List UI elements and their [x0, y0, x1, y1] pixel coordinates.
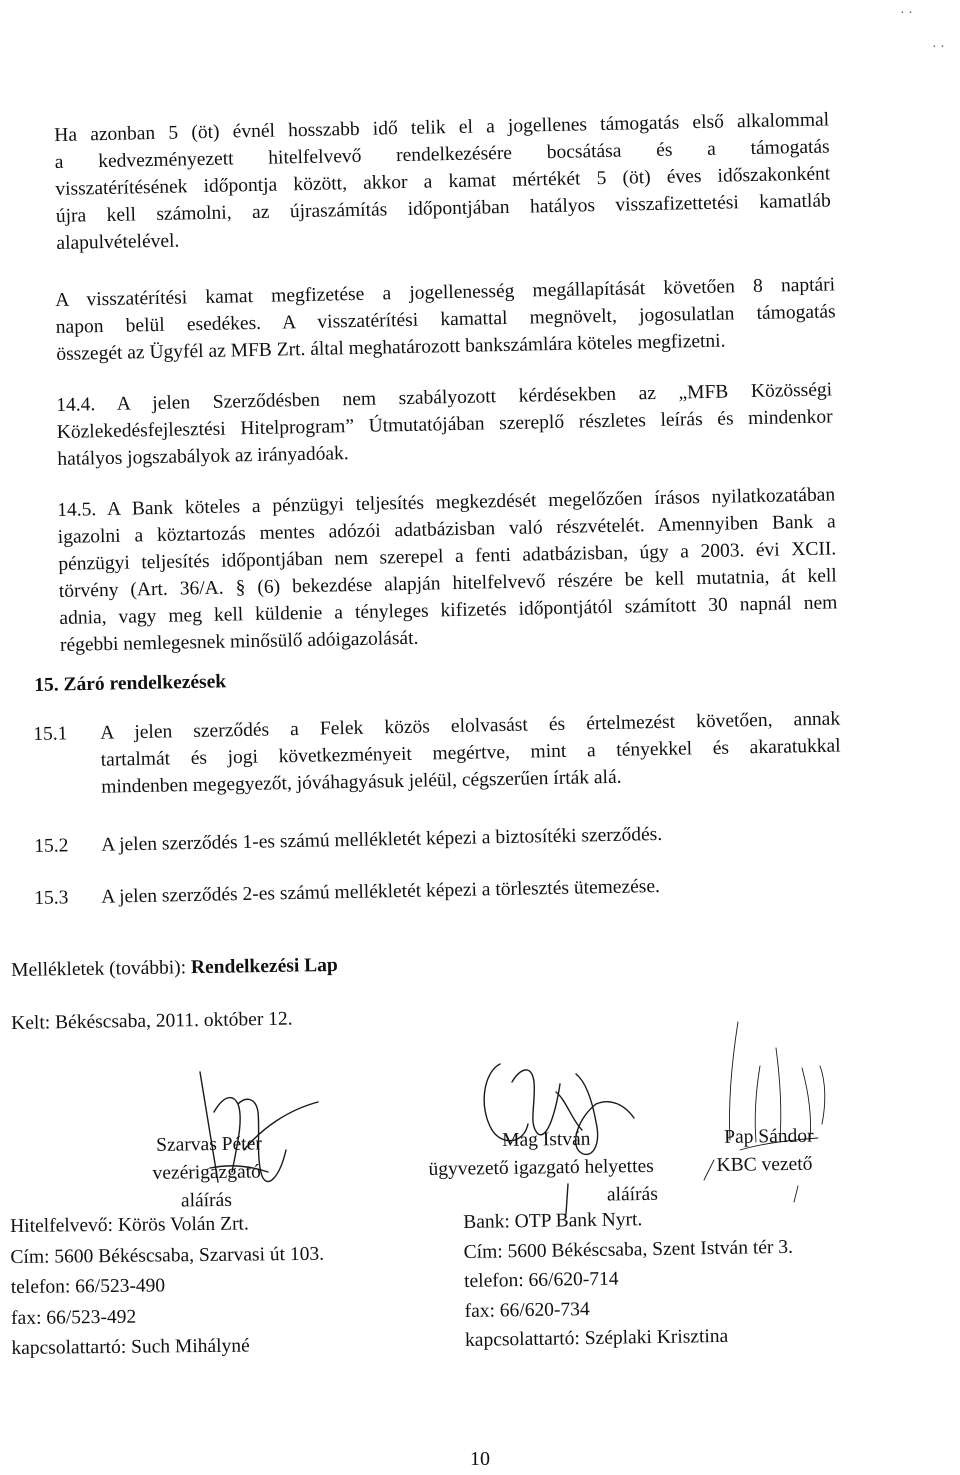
section-heading: 15. Záró rendelkezések [34, 671, 227, 696]
text-line: adnia, vagy meg kell küldenie a tényleges kifizetés időpontjától számított 30 napnál nem [59, 592, 838, 629]
signer-name: Mag István [502, 1128, 591, 1151]
signer-name: Szarvas Péter [156, 1133, 262, 1156]
text-line: igazolni a köztartozás mentes adózói adatbázisban való részvételét. Amennyiben Bank a [57, 511, 836, 548]
attachments-value: Rendelkezési Lap [190, 954, 338, 979]
signature-label: aláírás [180, 1189, 232, 1212]
date-place: Kelt: Békéscsaba, 2011. október 12. [11, 1008, 293, 1034]
borrower-signature-block [148, 1130, 263, 1216]
borrower-name: Hitelfelvevő: Körös Volán Zrt. [10, 1213, 249, 1237]
clause-text: A jelen szerződés 2-es számú mellékletét képezi a törlesztés ütemezése. [101, 875, 661, 908]
clause-number: 15.3 [34, 887, 69, 909]
text-line: hatályos jogszabályok az irányadóak. [57, 443, 349, 470]
paragraph-interest-payment [55, 271, 836, 368]
signature-stroke [794, 1186, 798, 1202]
text-line: mindenben megegyezőt, jóváhagyásuk jeléül, cégszerűen írták alá. [101, 766, 622, 798]
bank-contact-person: kapcsolattartó: Széplaki Krisztina [464, 1325, 729, 1351]
text-line: napon belül esedékes. A visszatérítési kamattal megnövelt, jogosulatlan támogatás [55, 301, 836, 338]
text-line: a kedvezményezett hitelfelvevő rendelkezésére bocsátása és a támogatás [54, 136, 830, 173]
clause-15-3 [34, 869, 844, 915]
borrower-contact-block [10, 1209, 325, 1365]
page-number: 10 [470, 1448, 490, 1470]
borrower-fax: fax: 66/523-492 [11, 1306, 137, 1329]
text-line: A visszatérítési kamat megfizetése a jogellenesség megállapítását követően 8 naptári [55, 274, 836, 311]
bank-name: Bank: OTP Bank Nyrt. [463, 1209, 643, 1233]
text-line: Ha azonban 5 (öt) évnél hosszabb idő telik el a jogellenes támogatás első alkalommal [54, 109, 830, 146]
signature-stroke [820, 1066, 825, 1124]
text-line: újra kell számolni, az újraszámítás időpontjában hatályos visszafizettetési kamatláb [55, 190, 831, 227]
signer-name: Pap Sándor [724, 1125, 814, 1148]
bank-contact-block [463, 1203, 795, 1356]
clause-text: A jelen szerződés 1-es számú mellékletét képezi a biztosítéki szerződés. [101, 823, 663, 856]
signature-stroke [704, 1160, 714, 1180]
signature-stroke [596, 1102, 634, 1118]
bank-phone: telefon: 66/620-714 [463, 1268, 619, 1292]
signer-title: ügyvezető igazgató helyettes [428, 1155, 654, 1180]
text-line: törvény (Art. 36/A. § (6) bekezdése alapján hitelfelvevő részére be kell mutatnia, át kell [58, 565, 837, 602]
text-line: visszatérítésének időpontja között, akkor a kamat mértékét 5 (öt) éves időszakonként [55, 163, 831, 200]
text-line: régebbi nemlegesnek minősülő adóigazolását. [59, 627, 419, 656]
text-line: pénzügyi teljesítés időpontjában nem szerepel a fenti adatbázisban, úgy a 2003. évi XCII. [58, 538, 837, 575]
bank-signature-block [428, 1125, 658, 1212]
text-line: A jelen szerződés a Felek közös elolvasást és értelmezést követően, annak [100, 708, 841, 744]
text-line: 14.4. A jelen Szerződésben nem szabályozott kérdésekben az „MFB Közösségi [56, 379, 833, 416]
bank-second-signature-block [716, 1123, 814, 1180]
signature-stroke [556, 1092, 582, 1130]
signer-title: KBC vezető [716, 1153, 813, 1176]
clause-number: 15.2 [34, 835, 69, 857]
text-line: alapulvételével. [56, 230, 180, 254]
clause-15-2 [34, 817, 844, 863]
bank-address: Cím: 5600 Békéscsaba, Szent István tér 3. [463, 1236, 794, 1263]
clause-number: 15.1 [33, 723, 68, 745]
paragraph-14-4 [56, 376, 833, 473]
attachments-line [11, 952, 338, 984]
paragraph-interest-recalculation [54, 106, 832, 257]
text-line: Közlekedésfejlesztési Hitelprogram” Útmutatójában szereplő részletes leírás és mindenkor [56, 406, 833, 443]
attachments-label: Mellékletek (további): [11, 957, 192, 981]
clause-15-1 [33, 705, 844, 805]
text-line: összegét az Ügyfél az MFB Zrt. által meghatározott bankszámlára köteles megfizetni. [56, 330, 726, 365]
scan-speck: · · [900, 6, 913, 21]
borrower-address: Cím: 5600 Békéscsaba, Szarvasi út 103. [10, 1243, 325, 1268]
scan-speck: · · [932, 40, 945, 55]
signer-title: vezérigazgató [152, 1161, 261, 1184]
signature-label: aláírás [606, 1183, 658, 1206]
bank-fax: fax: 66/620-734 [464, 1298, 590, 1322]
signature-stroke [729, 1022, 738, 1140]
text-line: tartalmát és jogi következményeit megértve, mint a tényekkel és akaratukkal [100, 735, 841, 771]
borrower-contact-person: kapcsolattartó: Such Mihályné [11, 1335, 250, 1359]
clause-text [100, 706, 841, 801]
text-line: 14.5. A Bank köteles a pénzügyi teljesítés megkezdését megelőzően írásos nyilatkozatában [57, 484, 836, 521]
signature-stroke [512, 1070, 560, 1135]
borrower-phone: telefon: 66/523-490 [10, 1275, 166, 1298]
paragraph-14-5 [57, 481, 838, 659]
